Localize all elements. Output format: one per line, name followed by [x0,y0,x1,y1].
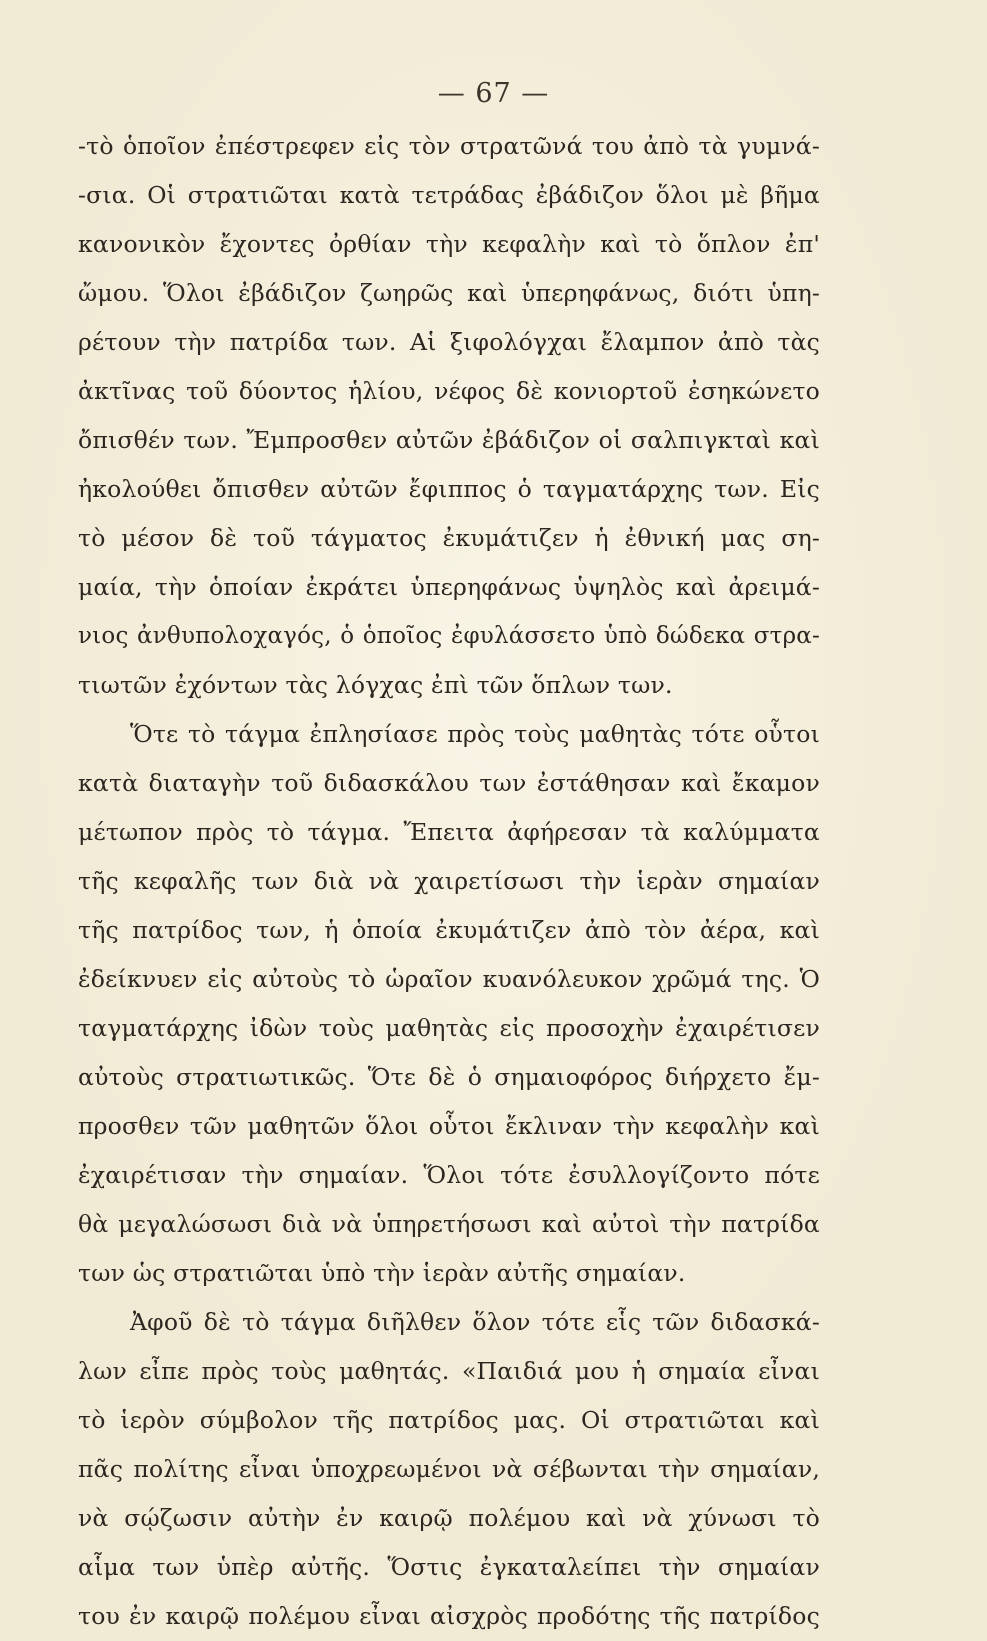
text-line: -σια. Οἱ στρατιῶται κατὰ τετράδας ἐβάδιζον ὅλοι μὲ βῆμα [78,181,820,209]
text-line: τῆς πατρίδος των, ἡ ὁποία ἐκυμάτιζεν ἀπὸ τὸν ἀέρα, καὶ [78,916,820,944]
text-line: προσθεν τῶν μαθητῶν ὅλοι οὗτοι ἔκλιναν τὴν κεφαλὴν καὶ [78,1112,820,1140]
text-line: λων εἶπε πρὸς τοὺς μαθητάς. «Παιδιά μου ἡ σημαία εἶναι [78,1357,820,1385]
text-line: νιος ἀνθυπολοχαγός, ὁ ὁποῖος ἐφυλάσσετο ὑπὸ δώδεκα στρα- [78,623,820,649]
text-line: μαία, τὴν ὁποίαν ἐκράτει ὑπερηφάνως ὑψηλὸς καὶ ἀρειμά- [78,573,820,601]
text-line: ἐδείκνυεν εἰς αὐτοὺς τὸ ὡραῖον κυανόλευκον χρῶμά της. Ὁ [78,965,820,993]
text-line: αὐτοὺς στρατιωτικῶς. Ὅτε δὲ ὁ σημαιοφόρος διήρχετο ἔμ- [78,1063,820,1091]
text-line: τιωτῶν ἐχόντων τὰς λόγχας ἐπὶ τῶν ὅπλων των. [78,671,673,699]
text-line: Ἀφοῦ δὲ τὸ τάγμα διῆλθεν ὅλον τότε εἷς τῶν διδασκά- [130,1308,820,1336]
text-line: ταγματάρχης ἰδὼν τοὺς μαθητὰς εἰς προσοχὴν ἐχαιρέτισεν [78,1014,820,1042]
text-line: τὸ μέσον δὲ τοῦ τάγματος ἐκυμάτιζεν ἡ ἐθνική μας ση- [78,524,820,552]
text-line: του ἐν καιρῷ πολέμου εἶναι αἰσχρὸς προδότης τῆς πατρίδος [78,1602,820,1630]
text-line: τῆς κεφαλῆς των διὰ νὰ χαιρετίσωσι τὴν ἱερὰν σημαίαν [78,867,820,895]
text-line: θὰ μεγαλώσωσι διὰ νὰ ὑπηρετήσωσι καὶ αὐτοὶ τὴν πατρίδα [78,1210,820,1238]
text-line: Ὅτε τὸ τάγμα ἐπλησίασε πρὸς τοὺς μαθητὰς τότε οὗτοι [130,720,820,748]
text-line: νὰ σῴζωσιν αὐτὴν ἐν καιρῷ πολέμου καὶ νὰ χύνωσι τὸ [78,1504,820,1532]
text-line: ἠκολούθει ὄπισθεν αὐτῶν ἔφιππος ὁ ταγματάρχης των. Εἰς [78,475,820,503]
text-line: ρέτουν τὴν πατρίδα των. Αἱ ξιφολόγχαι ἔλαμπον ἀπὸ τὰς [78,328,820,356]
text-line: -τὸ ὁποῖον ἐπέστρεφεν εἰς τὸν στρατῶνά του ἀπὸ τὰ γυμνά- [78,132,820,160]
text-line: ὄπισθέν των. Ἔμπροσθεν αὐτῶν ἐβάδιζον οἱ σαλπιγκταὶ καὶ [78,426,820,454]
text-line: ἐχαιρέτισαν τὴν σημαίαν. Ὅλοι τότε ἐσυλλογίζοντο πότε [78,1161,820,1189]
text-line: ὤμου. Ὅλοι ἐβάδιζον ζωηρῶς καὶ ὑπερηφάνως, διότι ὑπη- [78,279,820,307]
text-line: τὸ ἱερὸν σύμβολον τῆς πατρίδος μας. Οἱ στρατιῶται καὶ [78,1406,820,1434]
text-line: πᾶς πολίτης εἶναι ὑποχρεωμένοι νὰ σέβωνται τὴν σημαίαν, [78,1455,820,1483]
page-number: — 67 — [437,78,550,109]
text-line: κανονικὸν ἔχοντες ὀρθίαν τὴν κεφαλὴν καὶ τὸ ὅπλον ἐπ' [78,230,820,258]
body-text [78,122,820,1641]
text-line: ἀκτῖνας τοῦ δύοντος ἡλίου, νέφος δὲ κονιορτοῦ ἐσηκώνετο [78,377,820,405]
text-line: κατὰ διαταγὴν τοῦ διδασκάλου των ἐστάθησαν καὶ ἔκαμον [78,769,820,797]
text-line: των ὡς στρατιῶται ὑπὸ τὴν ἱερὰν αὐτῆς σημαίαν. [78,1259,686,1287]
text-line: αἷμα των ὑπὲρ αὐτῆς. Ὅστις ἐγκαταλείπει τὴν σημαίαν [78,1553,820,1581]
text-line: μέτωπον πρὸς τὸ τάγμα. Ἔπειτα ἀφήρεσαν τὰ καλύμματα [78,818,820,846]
